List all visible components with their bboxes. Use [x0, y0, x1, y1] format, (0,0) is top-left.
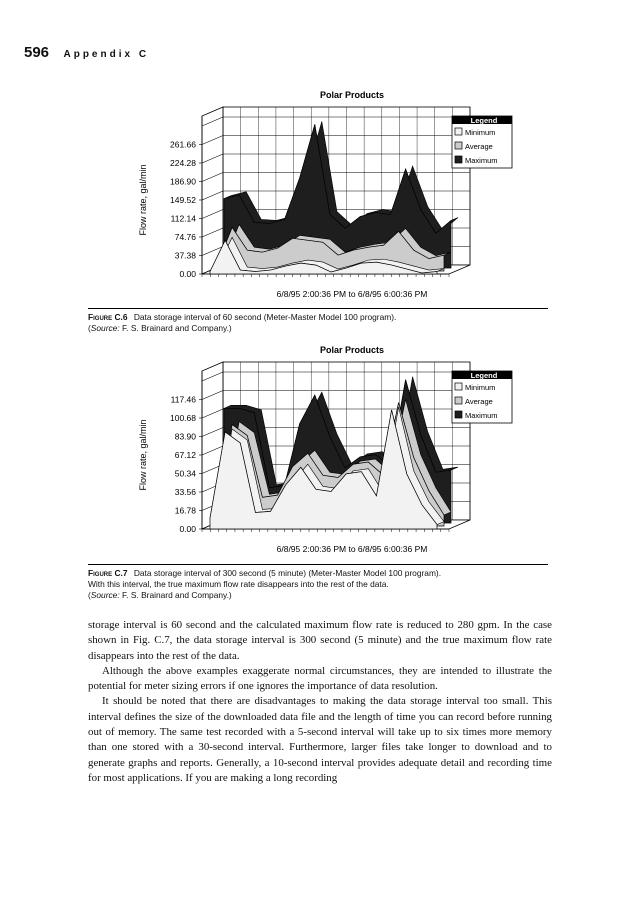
legend-entry: Average: [465, 142, 493, 151]
figure-c7-svg: [130, 341, 530, 557]
y-tick-label: 74.76: [174, 232, 196, 242]
caption-label: Figure C.6: [88, 312, 128, 322]
y-tick-label: 261.66: [170, 139, 196, 150]
caption-text: Data storage interval of 300 second (5 minute) (Meter-Master Model 100 program).: [133, 568, 442, 578]
chart-title: Polar Products: [319, 345, 385, 355]
y-tick-label: 83.90: [174, 431, 196, 442]
page-number: 596: [24, 44, 50, 61]
page-header: [24, 44, 149, 62]
legend-swatch-average: [455, 397, 462, 404]
y-tick-label: 186.90: [170, 176, 196, 187]
legend-entry: Average: [465, 397, 493, 406]
legend-title: Legend: [470, 116, 498, 125]
y-tick-label: 112.14: [170, 213, 196, 224]
y-tick-label: 0.00: [179, 269, 196, 279]
legend-entry: Maximum: [465, 156, 498, 165]
caption-source-label: Source:: [90, 590, 120, 600]
y-tick-label: 50.34: [174, 468, 196, 479]
legend-swatch-maximum: [455, 411, 462, 418]
y-tick-label: 117.46: [170, 394, 196, 405]
figure-c6-svg: [130, 86, 530, 302]
chart-legend: [452, 116, 512, 168]
chart-title: Polar Products: [319, 90, 385, 100]
legend-entry: Maximum: [465, 411, 498, 420]
x-axis-label: 6/8/95 2:00:36 PM to 6/8/95 6:00:36 PM: [276, 289, 428, 299]
y-axis-label: Flow rate, gal/min: [138, 164, 148, 236]
chart-legend: [452, 371, 512, 423]
legend-swatch-average: [455, 142, 462, 149]
caption-text: Data storage interval of 60 second (Meter-Master Model 100 program).: [133, 312, 397, 322]
figure-c6-chart: [130, 86, 530, 302]
caption-text-2: With this interval, the true maximum flow rate disappears into the rest of the data.: [88, 579, 389, 589]
x-axis-label: 6/8/95 2:00:36 PM to 6/8/95 6:00:36 PM: [276, 544, 428, 554]
figure-c7-chart: [130, 341, 530, 557]
legend-title: Legend: [470, 371, 498, 380]
y-tick-label: 0.00: [179, 524, 196, 534]
legend-entry: Minimum: [465, 383, 496, 392]
legend-swatch-minimum: [455, 383, 462, 390]
y-tick-label: 33.56: [174, 487, 196, 497]
legend-entry: Minimum: [465, 128, 496, 137]
legend-swatch-minimum: [455, 128, 462, 135]
caption-source: F. S. Brainard and Company.): [122, 323, 232, 333]
y-tick-label: 149.52: [170, 195, 196, 205]
y-tick-label: 67.12: [174, 450, 196, 460]
chart-side-wall: [202, 107, 223, 274]
body-text: [88, 618, 552, 786]
y-axis-label: Flow rate, gal/min: [138, 419, 148, 491]
figure-c6-caption: Figure C.6 Data storage interval of 60 second (Meter-Master Model 100 program). (Source: F. S. Brainard and Company.): [88, 308, 548, 334]
y-tick-label: 224.28: [170, 158, 196, 168]
paragraph: storage interval is 60 second and the calculated maximum flow rate is reduced to 280 gpm. In the case shown in Fig. C.7, the data storage interval is 300 second (5 minute) and the true maximum flow rate disappears into the rest of the data.: [88, 619, 552, 662]
figure-c7-caption: Figure C.7 Data storage interval of 300 second (5 minute) (Meter-Master Model 100 program). With this interval, the true maximum flow rate disappears into the rest of the data. (Source: F. S. Brainard and Company.): [88, 564, 548, 601]
section-title: Appendix C: [63, 49, 150, 60]
y-tick-label: 100.68: [170, 413, 196, 423]
legend-swatch-maximum: [455, 156, 462, 163]
caption-source-label: Source:: [90, 323, 120, 333]
paragraph: Although the above examples exaggerate normal circumstances, they are intended to illustrate the potential for meter sizing errors if one ignores the importance of data resolution.: [88, 664, 552, 693]
y-tick-label: 16.78: [174, 505, 196, 516]
caption-label: Figure C.7: [88, 568, 128, 578]
y-tick-label: 37.38: [174, 250, 196, 261]
paragraph: It should be noted that there are disadvantages to making the data storage interval too small. This interval defines the size of the downloaded data file and the length of time you can record before running out of memory. The same test recorded with a 5-second interval will take up to six times more memory than one stored with a 30-second interval. Furthermore, larger files take longer to download and to generate graphs and reports. Generally, a 10-second interval provides adequate detail and recording time for most applications. If you are making a long recording: [88, 695, 552, 784]
caption-source: F. S. Brainard and Company.): [122, 590, 232, 600]
